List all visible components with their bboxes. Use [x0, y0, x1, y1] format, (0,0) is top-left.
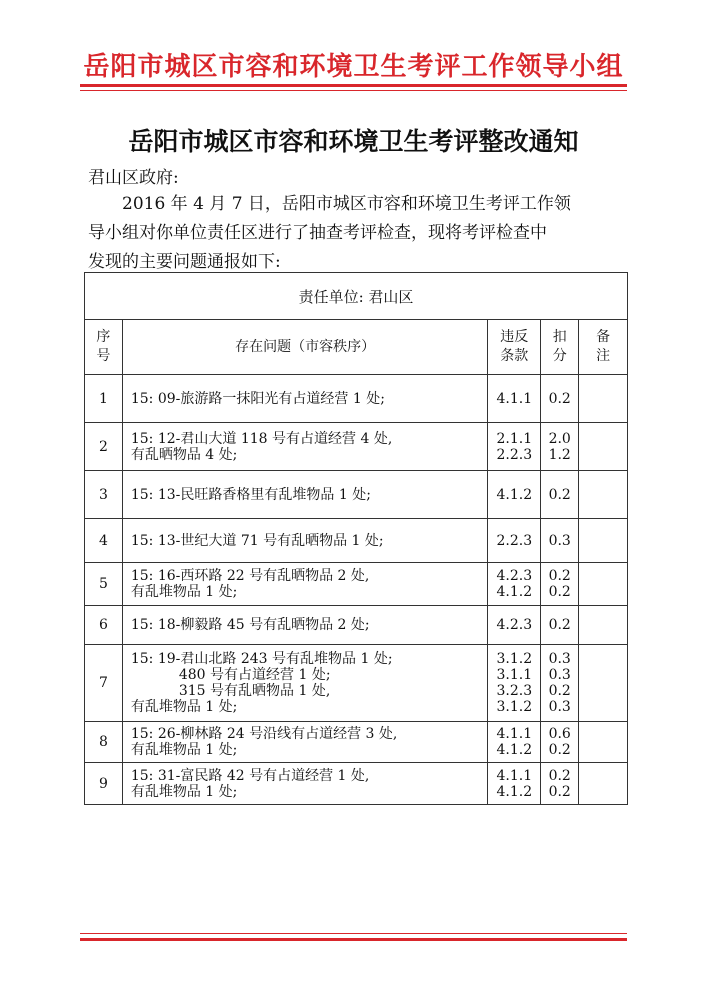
issue-line: 315 号有乱晒物品 1 处,: [178, 683, 331, 699]
table-row: [85, 763, 628, 805]
issue-line: 有乱堆物品 1 处;: [130, 699, 238, 715]
header-deduct-line: 扣: [552, 329, 567, 345]
deduct-line: 0.2: [548, 783, 571, 800]
table-row: [85, 471, 628, 519]
row-no: 2: [85, 423, 123, 471]
deduct-line: 0.2: [548, 617, 571, 633]
row-code: [488, 563, 541, 606]
code-line: 2.2.3: [496, 446, 533, 463]
row-code: [488, 722, 541, 763]
row-no: 4: [85, 519, 123, 563]
header-code-line: 条款: [500, 348, 529, 364]
row-deduct: [541, 606, 579, 645]
row-issue: [122, 563, 487, 606]
row-no: 8: [85, 722, 123, 763]
header-note-line: 备: [596, 329, 611, 345]
row-deduct: [541, 375, 579, 423]
table-row: [85, 423, 628, 471]
deduct-line: 0.2: [548, 742, 571, 758]
header-deduct-line: 分: [552, 348, 567, 364]
header-rule-thick: [80, 84, 627, 87]
header-code-line: 违反: [500, 329, 529, 345]
deduct-line: 0.2: [548, 683, 571, 699]
intro-paragraph: [88, 190, 628, 277]
deduct-line: 0.2: [548, 584, 571, 600]
row-code: [488, 423, 541, 471]
table-row: [85, 563, 628, 606]
code-line: 3.1.2: [496, 651, 533, 667]
code-line: 4.1.1: [496, 390, 533, 407]
code-line: 3.2.3: [496, 683, 533, 699]
header-issue: 存在问题（市容秩序）: [122, 320, 487, 375]
header-no-line: 号: [96, 348, 111, 364]
row-note: [579, 763, 628, 805]
header-deduct: [541, 320, 579, 375]
header-no: [85, 320, 123, 375]
row-code: [488, 375, 541, 423]
row-deduct: [541, 471, 579, 519]
header-no-line: 序: [96, 329, 111, 345]
issue-line: 有乱堆物品 1 处;: [130, 742, 238, 758]
unit-label: 责任单位: 君山区: [85, 273, 628, 320]
header-rule-thin: [80, 90, 627, 91]
table-row: [85, 519, 628, 563]
deduct-line: 0.2: [548, 767, 571, 784]
code-line: 2.2.3: [496, 532, 533, 549]
deduct-line: 0.2: [548, 486, 571, 503]
row-note: [579, 423, 628, 471]
row-code: [488, 471, 541, 519]
row-code: [488, 606, 541, 645]
issue-line: 有乱堆物品 1 处;: [130, 783, 238, 800]
deduct-line: 0.2: [548, 568, 571, 584]
issue-line: 15: 18-柳毅路 45 号有乱晒物品 2 处;: [130, 617, 370, 633]
table-row: [85, 722, 628, 763]
row-deduct: [541, 645, 579, 722]
issue-line: 15: 13-民旺路香格里有乱堆物品 1 处;: [130, 486, 371, 503]
code-line: 4.1.2: [496, 584, 533, 600]
row-note: [579, 471, 628, 519]
code-line: 4.1.2: [496, 486, 533, 503]
deduct-line: 0.3: [548, 699, 571, 715]
row-issue: [122, 763, 487, 805]
table-row: [85, 375, 628, 423]
header-row: [85, 320, 628, 375]
row-issue: [122, 471, 487, 519]
code-line: 3.1.2: [496, 699, 533, 715]
row-no: 7: [85, 645, 123, 722]
row-note: [579, 563, 628, 606]
header-title: 岳阳市城区市容和环境卫生考评工作领导小组: [83, 52, 624, 82]
unit-row: [85, 273, 628, 320]
issue-line: 15: 19-君山北路 243 号有乱堆物品 1 处;: [130, 651, 393, 667]
code-line: 3.1.1: [496, 667, 533, 683]
header-note: [579, 320, 628, 375]
recipient: 君山区政府:: [88, 168, 179, 188]
row-no: 1: [85, 375, 123, 423]
code-line: 4.1.2: [496, 742, 533, 758]
row-deduct: [541, 519, 579, 563]
code-line: 4.1.2: [496, 783, 533, 800]
row-code: [488, 763, 541, 805]
intro-line: 2016 年 4 月 7 日，岳阳市城区市容和环境卫生考评工作领: [122, 194, 571, 214]
row-note: [579, 722, 628, 763]
issue-line: 15: 13-世纪大道 71 号有乱晒物品 1 处;: [130, 532, 384, 549]
header-code: [488, 320, 541, 375]
deduct-line: 0.2: [548, 390, 571, 407]
row-issue: [122, 606, 487, 645]
row-issue: [122, 722, 487, 763]
header-note-line: 注: [596, 348, 611, 364]
footer-rule-thick: [80, 938, 627, 941]
issues-table: [84, 272, 628, 805]
deduct-line: 2.0: [548, 430, 571, 447]
deduct-line: 1.2: [548, 446, 571, 463]
code-line: 4.2.3: [496, 568, 533, 584]
row-no: 9: [85, 763, 123, 805]
intro-line: 导小组对你单位责任区进行了抽查考评检查，现将考评检查中: [88, 223, 547, 243]
row-issue: [122, 375, 487, 423]
row-no: 3: [85, 471, 123, 519]
row-deduct: [541, 763, 579, 805]
row-note: [579, 519, 628, 563]
row-code: [488, 645, 541, 722]
row-code: [488, 519, 541, 563]
code-line: 4.1.1: [496, 767, 533, 784]
issue-line: 有乱晒物品 4 处;: [130, 446, 238, 463]
row-issue: [122, 519, 487, 563]
intro-line: 发现的主要问题通报如下:: [88, 252, 281, 272]
deduct-line: 0.3: [548, 651, 571, 667]
issue-line: 480 号有占道经营 1 处;: [178, 667, 331, 683]
row-no: 6: [85, 606, 123, 645]
issue-line: 15: 12-君山大道 118 号有占道经营 4 处,: [130, 430, 393, 447]
row-note: [579, 606, 628, 645]
deduct-line: 0.3: [548, 532, 571, 549]
code-line: 4.1.1: [496, 726, 533, 742]
deduct-line: 0.3: [548, 667, 571, 683]
row-issue: [122, 423, 487, 471]
row-note: [579, 375, 628, 423]
issue-line: 15: 16-西环路 22 号有乱晒物品 2 处,: [130, 568, 370, 584]
issue-line: 有乱堆物品 1 处;: [130, 584, 238, 600]
row-deduct: [541, 423, 579, 471]
issue-line: 15: 09-旅游路一抹阳光有占道经营 1 处;: [130, 390, 385, 407]
row-no: 5: [85, 563, 123, 606]
row-issue: [122, 645, 487, 722]
table-row: [85, 645, 628, 722]
row-deduct: [541, 563, 579, 606]
code-line: 4.2.3: [496, 617, 533, 633]
code-line: 2.1.1: [496, 430, 533, 447]
issue-line: 15: 26-柳林路 24 号沿线有占道经营 3 处,: [130, 726, 398, 742]
row-note: [579, 645, 628, 722]
issue-line: 15: 31-富民路 42 号有占道经营 1 处,: [130, 767, 370, 784]
footer-rule-thin: [80, 933, 627, 934]
deduct-line: 0.6: [548, 726, 571, 742]
notice-title: 岳阳市城区市容和环境卫生考评整改通知: [128, 127, 579, 156]
row-deduct: [541, 722, 579, 763]
table-row: [85, 606, 628, 645]
